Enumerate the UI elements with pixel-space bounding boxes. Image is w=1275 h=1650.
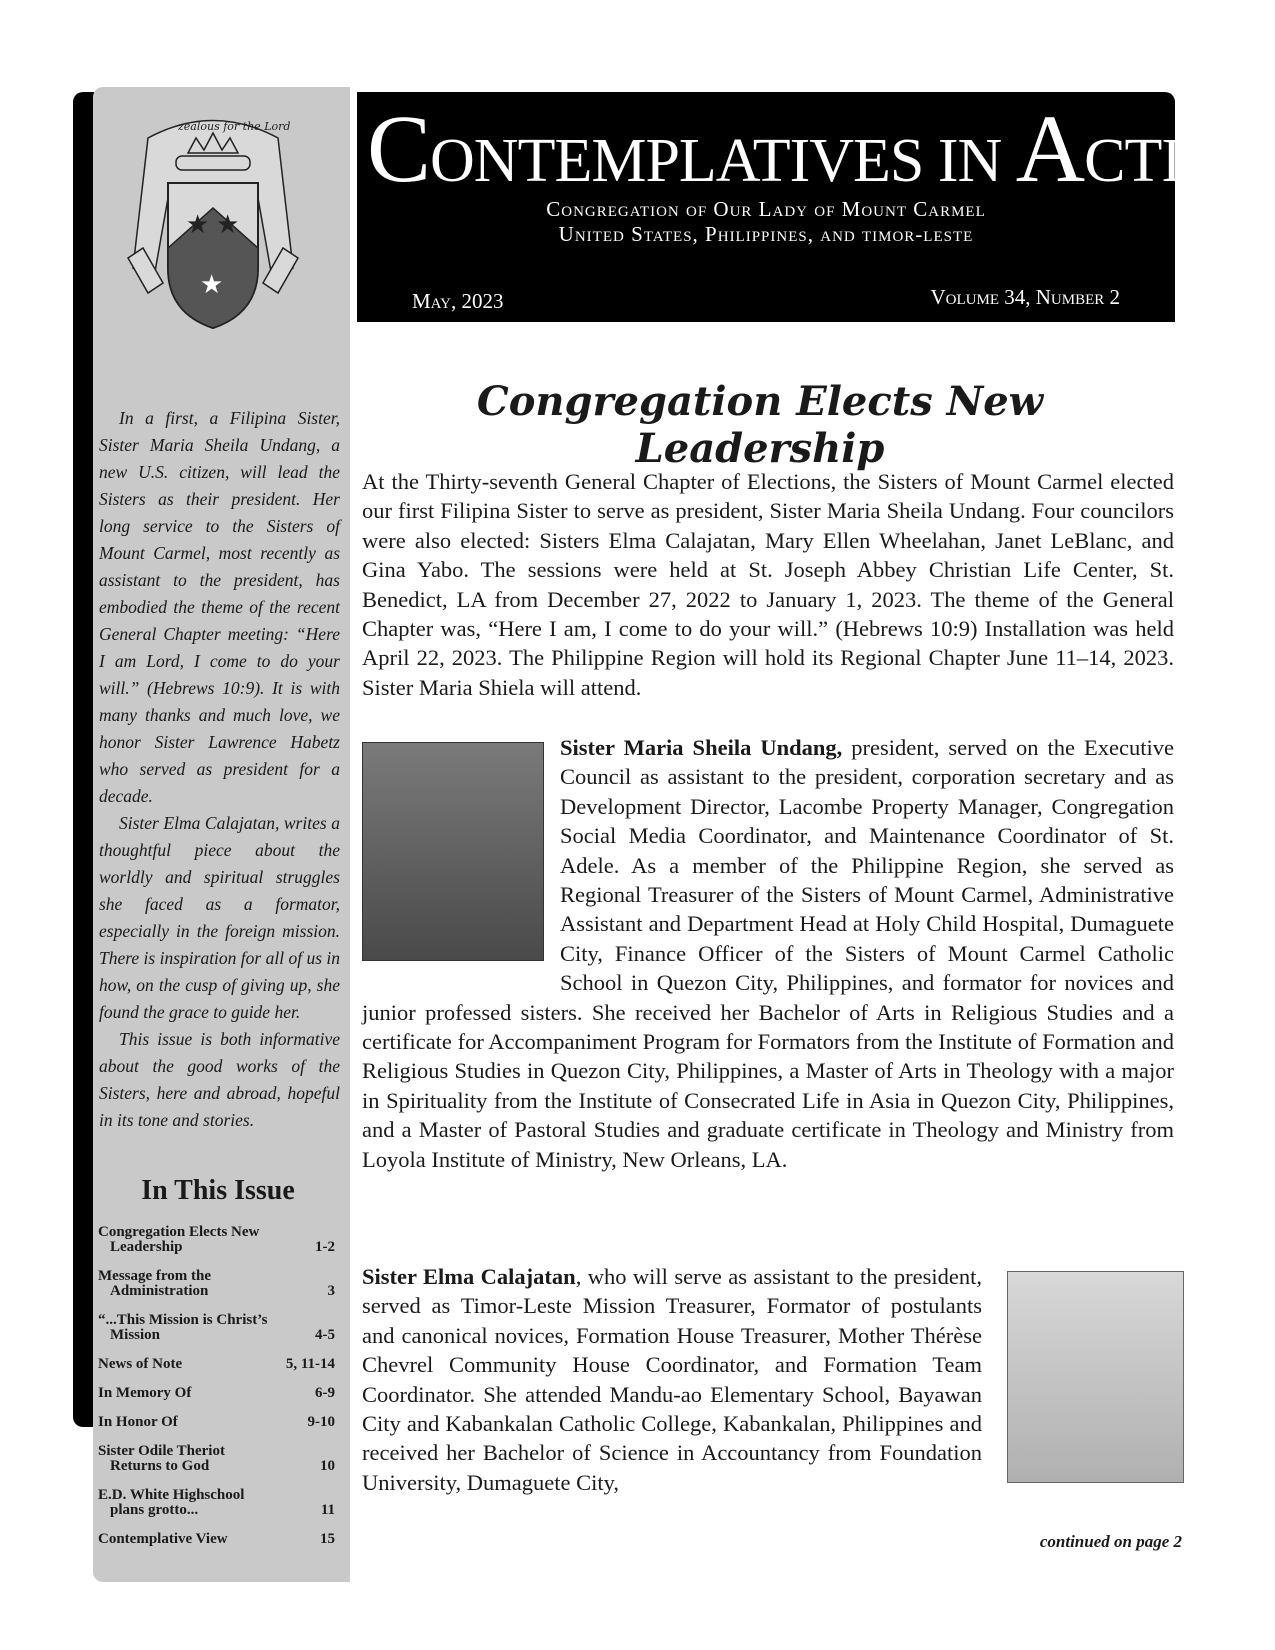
toc-item-page: 3: [327, 1283, 335, 1299]
toc-item-label: Congregation Elects New: [98, 1224, 260, 1240]
toc-item-page: 15: [320, 1531, 335, 1547]
toc-item-page: 5, 11-14: [285, 1356, 335, 1372]
toc-item[interactable]: [98, 1444, 335, 1474]
table-of-contents: [98, 1225, 335, 1561]
svg-text:★: ★: [216, 210, 240, 240]
toc-item[interactable]: [98, 1386, 335, 1401]
toc-item-label: In Memory Of: [98, 1385, 192, 1401]
toc-item-page: 10: [320, 1458, 335, 1474]
toc-item[interactable]: [98, 1269, 335, 1299]
toc-item[interactable]: [98, 1488, 335, 1518]
bio-name: Sister Maria Sheila Undang,: [560, 735, 843, 760]
publication-subtitle: United States, Philippines, and timor-leste: [558, 222, 974, 246]
toc-item[interactable]: [98, 1532, 335, 1547]
bio-text: , who will serve as assistant to the president, served as Timor-Leste Mission Treasurer, Formator of postulants and canonical novices, Formation House Treasurer, Mother Thérèse Chevrel Community House Coordinator, and Formation Team Coordinator. She attended Mandu-ao Elementary School, Bayawan City and Kabankalan Catholic College, Kabankalan, Philippines and received her Bachelor of Science in Accountancy from Foundation University, Dumaguete City,: [362, 1264, 982, 1495]
toc-item-page: 11: [320, 1502, 335, 1518]
continued-note[interactable]: continued on page 2: [1039, 1532, 1182, 1551]
toc-item-label: Message from the: [98, 1268, 212, 1284]
article-intro: At the Thirty-seventh General Chapter of Elections, the Sisters of Mount Carmel elected our first Filipina Sister to serve as president, Sister Maria Sheila Undang. Four councilors were also elected: Sisters Elma Calajatan, Mary Ellen Wheelahan, Janet LeBlanc, and Gina Yabo. The sessions were held at St. Joseph Abbey Christian Life Center, St. Benedict, LA from December 27, 2022 to January 1, 2023. The theme of the General Chapter was, “Here I am, I come to do your will.” (Hebrews 10:9) Installation was held April 22, 2023. The Philippine Region will hold its Regional Chapter June 11–14, 2023. Sister Maria Shiela will attend.: [362, 469, 1174, 700]
toc-item-label: Returns to God: [110, 1458, 210, 1474]
toc-item-label: Leadership: [110, 1239, 183, 1255]
toc-item-label: E.D. White Highschool: [98, 1487, 245, 1503]
carmelite-crest-logo: [108, 108, 318, 338]
sidebar-paragraph: In a first, a Filipina Sister, Sister Maria Sheila Undang, a new U.S. citizen, will lead the Sisters as their president. Her long service to the Sisters of Mount Carmel, most recently as assistant to the president, has embodied the theme of the recent General Chapter meeting: “Here I am Lord, I come to do your will.” (Hebrews 10:9). It is with many thanks and much love, we honor Sister Lawrence Habetz who served as president for a decade.: [99, 408, 340, 806]
publication-title: CONTEMPLATIVES IN ACTION: [367, 95, 1269, 202]
bio-text: president, served on the Executive Council as assistant to the president, corporation secretary and as Development Director, Lacombe Property Manager, Congregation Social Media Coordinator, and Maintenance Coordinator of St. Adele. As a member of the Philippine Region, she served as Regional Treasurer of the Sisters of Mount Carmel, Administrative Assistant and Department Head at Holy Child Hospital, Dumaguete City, Finance Officer of the Sisters of Mount Carmel Catholic School in Quezon City, Philippines, and formator for novices and junior professed sisters. She received her Bachelor of Arts in Religious Studies and a certificate for Accompaniment Program for Formators from the Institute of Formation and Religious Studies in Quezon City, Philippines, a Master of Arts in Theology with a major in Spirituality from the Institute of Consecrated Life in Asia in Quezon City, Philippines, and a Master of Pastoral Studies and graduate certificate in Theology and Ministry from Loyola Institute of Ministry, New Orleans, LA.: [362, 735, 1174, 1172]
masthead: [357, 92, 1269, 322]
issue-date: May, 2023: [412, 289, 504, 313]
crest-motto-top: zealous for the Lord: [178, 120, 291, 133]
toc-item-label: “...This Mission is Christ’s: [98, 1312, 268, 1328]
svg-text:★: ★: [186, 210, 210, 240]
publication-subtitle: Congregation of Our Lady of Mount Carmel: [546, 197, 986, 221]
issue-volume: Volume 34, Number 2: [930, 285, 1120, 309]
toc-item-label: Contemplative View: [98, 1531, 228, 1547]
toc-item[interactable]: [98, 1225, 335, 1255]
toc-item[interactable]: [98, 1357, 335, 1372]
bio-calajatan: [362, 1262, 982, 1497]
portrait-photo: [362, 742, 544, 961]
toc-item-label: News of Note: [98, 1356, 183, 1372]
article-headline: Congregation Elects New Leadership: [476, 378, 1044, 472]
bio-name: Sister Elma Calajatan: [362, 1264, 576, 1289]
toc-item-label: In Honor Of: [98, 1414, 178, 1430]
sidebar-intro: [99, 405, 340, 1134]
toc-item-page: 9-10: [307, 1414, 335, 1430]
svg-text:★: ★: [200, 270, 224, 300]
toc-item[interactable]: [98, 1313, 335, 1343]
toc-item-page: 6-9: [315, 1385, 335, 1401]
toc-item-label: Sister Odile Theriot: [98, 1443, 225, 1459]
toc-item[interactable]: [98, 1415, 335, 1430]
sidebar-paragraph: Sister Elma Calajatan, writes a thoughtful piece about the worldly and spiritual struggles she faced as a formator, especially in the foreign mission. There is inspiration for all of us in how, on the cusp of giving up, she found the grace to guide her.: [99, 813, 340, 1022]
toc-item-label: Mission: [110, 1327, 161, 1343]
toc-item-page: 4-5: [315, 1327, 335, 1343]
toc-item-label: plans grotto...: [110, 1502, 199, 1518]
toc-item-page: 1-2: [315, 1239, 335, 1255]
sidebar-paragraph: This issue is both informative about the good works of the Sisters, here and abroad, hopeful in its tone and stories.: [99, 1029, 340, 1130]
toc-title: In This Issue: [141, 1175, 295, 1206]
toc-item-label: Administration: [110, 1283, 209, 1299]
portrait-photo: [1007, 1271, 1184, 1483]
